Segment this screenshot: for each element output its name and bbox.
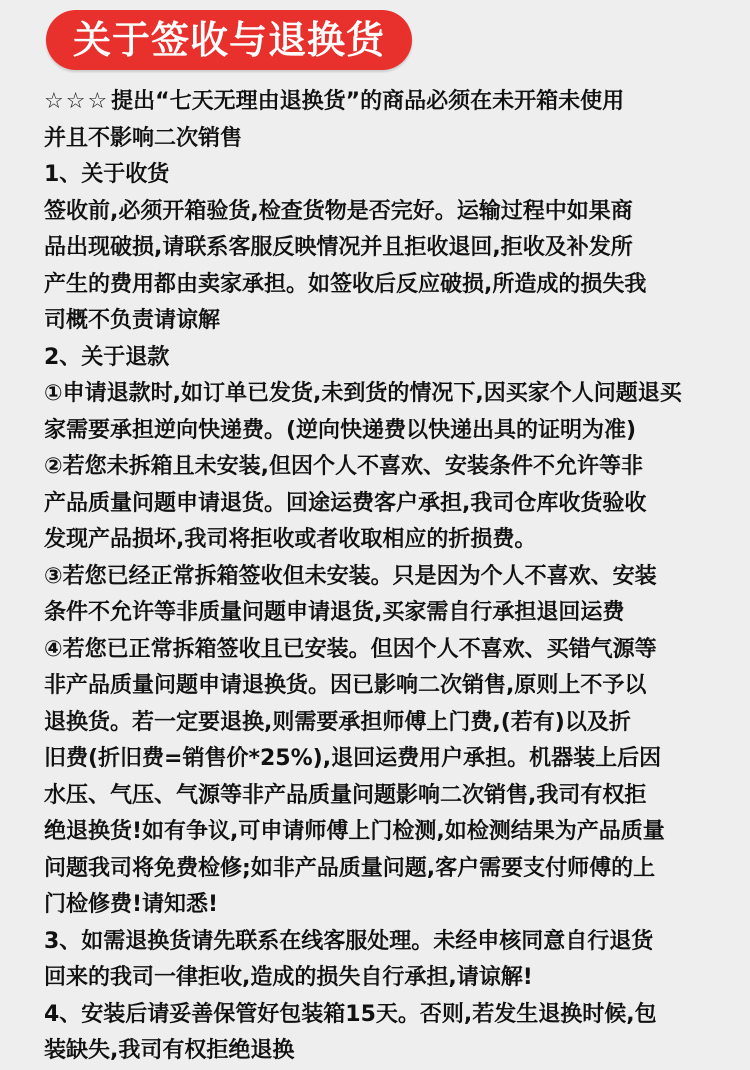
- text-line: ②若您未拆箱且未安装,但因个人不喜欢、安装条件不允许等非: [44, 454, 643, 479]
- policy-content: [44, 84, 724, 1070]
- section-heading-receiving: [44, 157, 724, 194]
- text-line: ④若您已正常拆箱签收且已安装。但因个人不喜欢、买错气源等: [44, 636, 657, 662]
- text-line: ①申请退款时,如订单已发货,未到货的情况下,因买家个人问题退买: [44, 381, 682, 406]
- text-line: 旧费(折旧费=销售价*25%),退回运费用户承担。机器装上后因: [44, 746, 662, 771]
- text-line: 2、关于退款: [44, 344, 170, 370]
- refund-item-4: [44, 632, 724, 924]
- text-line: 品出现破损,请联系客服反映情况并且拒收退回,拒收及补发所: [44, 235, 633, 260]
- text-line: 装缺失,我司有权拒绝退换: [44, 1038, 295, 1063]
- text-line: 回来的我司一律拒收,造成的损失自行承担,请谅解!: [44, 965, 533, 990]
- section-contact-service: [44, 924, 724, 997]
- text-line: 条件不允许等非质量问题申请退货,买家需自行承担退回运费: [44, 600, 625, 625]
- intro-text: 提出“七天无理由退换货”的商品必须在未开箱未使用: [111, 89, 625, 114]
- intro-paragraph: [44, 84, 724, 157]
- refund-item-1: [44, 376, 724, 449]
- text-line: 产品质量问题申请退货。回途运费客户承担,我司仓库收货验收: [44, 490, 647, 516]
- text-line: 3、如需退换货请先联系在线客服处理。未经申核同意自行退货: [44, 928, 654, 954]
- section-heading-refund: [44, 340, 724, 377]
- refund-item-3: [44, 559, 724, 632]
- text-line: 问题我司将免费检修;如非产品质量问题,客户需要支付师傅的上: [44, 855, 656, 881]
- text-line: 绝退换货!如有争议,可申请师傅上门检测,如检测结果为产品质量: [44, 819, 665, 844]
- text-line: 产生的费用都由卖家承担。如签收后反应破损,所造成的损失我: [44, 271, 647, 297]
- intro-line: 并且不影响二次销售: [44, 125, 243, 151]
- refund-item-2: [44, 449, 724, 559]
- text-line: 家需要承担逆向快递费。(逆向快递费以快递出具的证明为准): [44, 417, 637, 443]
- text-line: ③若您已经正常拆箱签收但未安装。只是因为个人不喜欢、安装: [44, 563, 657, 589]
- text-line: 司概不负责请谅解: [44, 308, 221, 333]
- text-line: 发现产品损坏,我司将拒收或者收取相应的折损费。: [44, 527, 537, 552]
- text-line: 退换货。若一定要退换,则需要承担师傅上门费,(若有)以及折: [44, 709, 631, 735]
- star-icons: ☆☆☆: [44, 89, 110, 114]
- page-title: 关于签收与退换货: [72, 18, 385, 62]
- text-line: 1、关于收货: [44, 162, 170, 187]
- text-line: 门检修费!请知悉!: [44, 892, 219, 917]
- title-banner: [46, 10, 412, 70]
- receiving-paragraph: [44, 194, 724, 340]
- text-line: 签收前,必须开箱验货,检查货物是否完好。运输过程中如果商: [44, 198, 633, 224]
- intro-line: [44, 84, 724, 121]
- text-line: 4、安装后请妥善保管好包装箱15天。否则,若发生退换时候,包: [44, 1001, 657, 1027]
- text-line: 水压、气压、气源等非产品质量问题影响二次销售,我司有权拒: [44, 782, 647, 808]
- text-line: 非产品质量问题申请退换货。因已影响二次销售,原则上不予以: [44, 673, 647, 698]
- section-packaging: [44, 997, 724, 1070]
